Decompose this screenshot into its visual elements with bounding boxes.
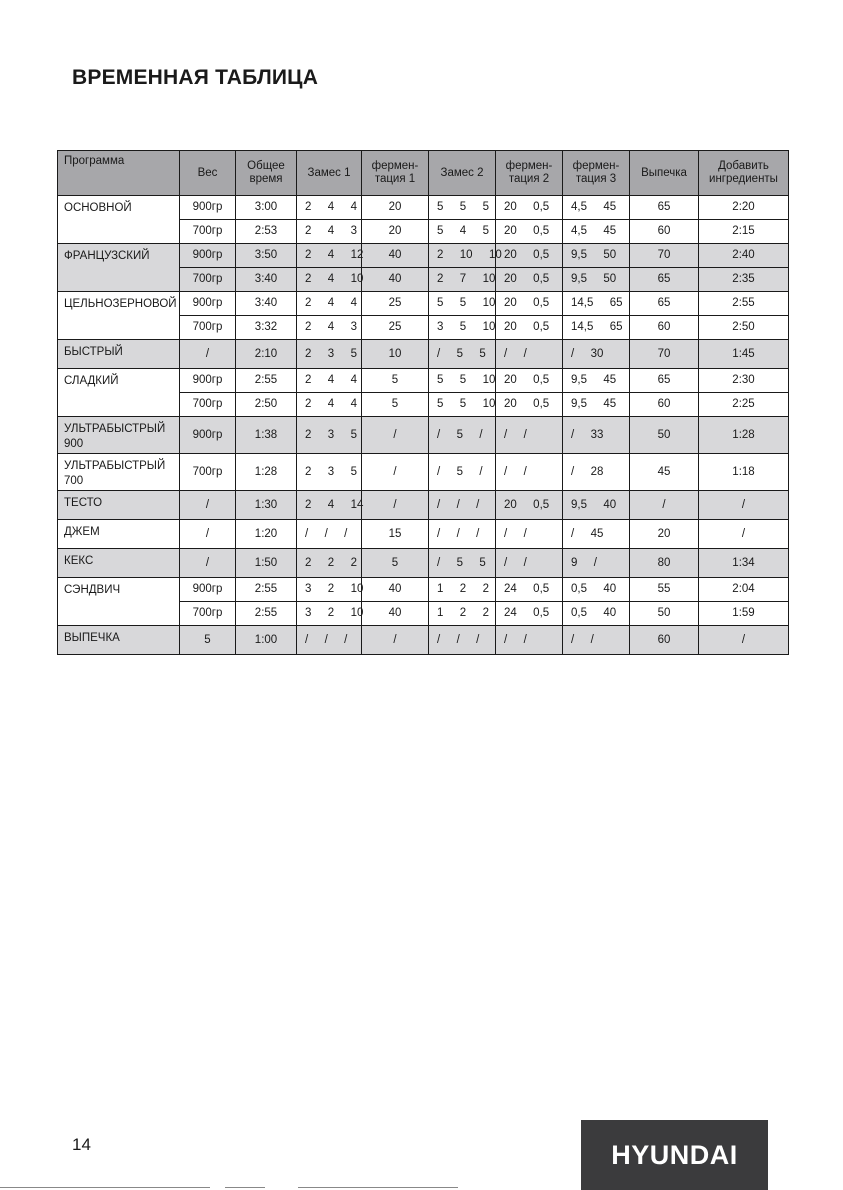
column-header: Общее время: [236, 151, 297, 196]
table-cell: 5 4 5: [429, 220, 496, 244]
column-header: фермен- тация 3: [563, 151, 630, 196]
program-name: ФРАНЦУЗСКИЙ: [58, 244, 180, 292]
table-row: [58, 491, 789, 520]
table-cell: 60: [630, 316, 699, 340]
table-row: [58, 244, 789, 268]
table-cell: 2 3 5: [297, 417, 362, 454]
table-cell: 2:20: [699, 196, 789, 220]
table-cell: 700гр: [180, 316, 236, 340]
table-cell: 2 4 4: [297, 292, 362, 316]
table-cell: 40: [362, 268, 429, 292]
table-cell: 5 5 5: [429, 196, 496, 220]
table-cell: 25: [362, 316, 429, 340]
table-cell: /: [180, 520, 236, 549]
table-cell: 3:32: [236, 316, 297, 340]
table-cell: /: [699, 520, 789, 549]
table-cell: /: [362, 417, 429, 454]
table-cell: 2:53: [236, 220, 297, 244]
table-cell: 2 3 5: [297, 454, 362, 491]
program-name: ВЫПЕЧКА: [58, 626, 180, 655]
page-title: ВРЕМЕННАЯ ТАБЛИЦА: [72, 66, 319, 89]
table-cell: /: [362, 491, 429, 520]
program-name: УЛЬТРАБЫСТРЫЙ 700: [58, 454, 180, 491]
table-cell: /: [362, 454, 429, 491]
table-cell: 9,5 50: [563, 268, 630, 292]
table-cell: / 5 /: [429, 417, 496, 454]
table-cell: 15: [362, 520, 429, 549]
table-cell: 20 0,5: [496, 268, 563, 292]
table-cell: 1:20: [236, 520, 297, 549]
table-cell: 2 4 4: [297, 369, 362, 393]
table-cell: 9,5 50: [563, 244, 630, 268]
table-cell: 70: [630, 340, 699, 369]
table-row: [58, 417, 789, 454]
table-cell: 2:10: [236, 340, 297, 369]
table-cell: 1:28: [699, 417, 789, 454]
table-cell: /: [180, 340, 236, 369]
table-cell: 3:40: [236, 268, 297, 292]
table-row: [58, 292, 789, 316]
table-cell: 900гр: [180, 578, 236, 602]
table-cell: 0,5 40: [563, 578, 630, 602]
table-cell: 2 4 12: [297, 244, 362, 268]
table-cell: / / /: [429, 520, 496, 549]
table-cell: 20 0,5: [496, 491, 563, 520]
table-cell: 3 2 10: [297, 602, 362, 626]
table-cell: / 33: [563, 417, 630, 454]
table-cell: 20: [630, 520, 699, 549]
table-row: [58, 454, 789, 491]
table-row: [58, 340, 789, 369]
table-row: [58, 369, 789, 393]
table-cell: 2 10 10: [429, 244, 496, 268]
table-cell: / /: [496, 626, 563, 655]
table-cell: 65: [630, 268, 699, 292]
table-cell: 2 4 3: [297, 316, 362, 340]
table-body: [58, 196, 789, 655]
table-cell: 60: [630, 220, 699, 244]
table-cell: 20 0,5: [496, 244, 563, 268]
table-cell: 20 0,5: [496, 316, 563, 340]
footer-rule: [0, 1187, 210, 1188]
table-cell: 900гр: [180, 417, 236, 454]
program-name: СЭНДВИЧ: [58, 578, 180, 626]
column-header: Замес 1: [297, 151, 362, 196]
table-cell: 9,5 45: [563, 369, 630, 393]
table-cell: 4,5 45: [563, 220, 630, 244]
table-cell: 900гр: [180, 244, 236, 268]
table-cell: 25: [362, 292, 429, 316]
table-row: [58, 196, 789, 220]
table-cell: 900гр: [180, 369, 236, 393]
table-row: [58, 549, 789, 578]
table-cell: 20: [362, 220, 429, 244]
table-cell: 9,5 45: [563, 393, 630, 417]
table-cell: 80: [630, 549, 699, 578]
table-cell: 24 0,5: [496, 578, 563, 602]
table-cell: / 5 5: [429, 549, 496, 578]
table-cell: 65: [630, 196, 699, 220]
program-name: БЫСТРЫЙ: [58, 340, 180, 369]
table-cell: 40: [362, 578, 429, 602]
table-cell: 45: [630, 454, 699, 491]
table-cell: 5: [180, 626, 236, 655]
table-cell: 65: [630, 292, 699, 316]
table-cell: 2 2 2: [297, 549, 362, 578]
table-cell: 5: [362, 369, 429, 393]
table-cell: 1:50: [236, 549, 297, 578]
table-cell: 14,5 65: [563, 292, 630, 316]
page-number: 14: [72, 1135, 91, 1154]
table-cell: 4,5 45: [563, 196, 630, 220]
table-cell: / 30: [563, 340, 630, 369]
table-cell: 5 5 10: [429, 369, 496, 393]
table-cell: 2 4 10: [297, 268, 362, 292]
table-cell: 20: [362, 196, 429, 220]
column-header: Добавить ингредиенты: [699, 151, 789, 196]
program-name: ОСНОВНОЙ: [58, 196, 180, 244]
table-cell: 65: [630, 369, 699, 393]
table-cell: 5: [362, 393, 429, 417]
table-cell: / 28: [563, 454, 630, 491]
table-cell: / 5 5: [429, 340, 496, 369]
table-cell: 1:38: [236, 417, 297, 454]
table-cell: 1 2 2: [429, 578, 496, 602]
table-cell: 3:40: [236, 292, 297, 316]
table-cell: 2:25: [699, 393, 789, 417]
table-cell: /: [180, 549, 236, 578]
table-cell: 2:55: [236, 578, 297, 602]
table-cell: 1:18: [699, 454, 789, 491]
timing-table: [57, 150, 789, 655]
table-cell: 2 4 4: [297, 196, 362, 220]
table-cell: 40: [362, 244, 429, 268]
table-cell: /: [699, 626, 789, 655]
column-header: Программа: [58, 151, 180, 196]
table-cell: 10: [362, 340, 429, 369]
footer-rule: [298, 1187, 458, 1188]
table-cell: 1:28: [236, 454, 297, 491]
table-cell: / /: [496, 417, 563, 454]
table-cell: 2:55: [236, 602, 297, 626]
column-header: фермен- тация 2: [496, 151, 563, 196]
program-name: ТЕСТО: [58, 491, 180, 520]
table-row: [58, 578, 789, 602]
table-cell: / /: [496, 520, 563, 549]
table-cell: 0,5 40: [563, 602, 630, 626]
table-cell: 20 0,5: [496, 292, 563, 316]
table-cell: / /: [563, 626, 630, 655]
table-cell: 2 7 10: [429, 268, 496, 292]
table-cell: 2:50: [699, 316, 789, 340]
table-cell: 14,5 65: [563, 316, 630, 340]
table-cell: 2:55: [236, 369, 297, 393]
table-cell: 9 /: [563, 549, 630, 578]
table-cell: 60: [630, 393, 699, 417]
table-cell: 900гр: [180, 196, 236, 220]
table-cell: 20 0,5: [496, 196, 563, 220]
table-cell: 2:55: [699, 292, 789, 316]
table-cell: 24 0,5: [496, 602, 563, 626]
table-cell: /: [699, 491, 789, 520]
table-header-row: [58, 151, 789, 196]
table-row: [58, 626, 789, 655]
table-cell: 20 0,5: [496, 220, 563, 244]
program-name: СЛАДКИЙ: [58, 369, 180, 417]
table-cell: 3:00: [236, 196, 297, 220]
table-cell: 1:00: [236, 626, 297, 655]
table-cell: 1:30: [236, 491, 297, 520]
table-cell: / 5 /: [429, 454, 496, 491]
table-cell: 700гр: [180, 602, 236, 626]
table-cell: 1:34: [699, 549, 789, 578]
program-name: ЦЕЛЬНОЗЕРНОВОЙ: [58, 292, 180, 340]
table-cell: 40: [362, 602, 429, 626]
program-name: ДЖЕМ: [58, 520, 180, 549]
table-cell: / / /: [429, 626, 496, 655]
table-cell: / / /: [429, 491, 496, 520]
column-header: Выпечка: [630, 151, 699, 196]
table-cell: 3 5 10: [429, 316, 496, 340]
table-cell: 2:15: [699, 220, 789, 244]
table-cell: 2 4 14: [297, 491, 362, 520]
table-cell: 3:50: [236, 244, 297, 268]
table-cell: 2 4 3: [297, 220, 362, 244]
table-cell: /: [362, 626, 429, 655]
table-cell: 3 2 10: [297, 578, 362, 602]
table-cell: 2:04: [699, 578, 789, 602]
table-cell: 700гр: [180, 220, 236, 244]
table-cell: 60: [630, 626, 699, 655]
table-cell: 700гр: [180, 454, 236, 491]
table-cell: 700гр: [180, 393, 236, 417]
table-cell: / / /: [297, 520, 362, 549]
table-cell: / / /: [297, 626, 362, 655]
table-cell: 2:35: [699, 268, 789, 292]
table-cell: / /: [496, 549, 563, 578]
hyundai-logo: HYUNDAI: [581, 1120, 768, 1190]
table-cell: 55: [630, 578, 699, 602]
program-name: УЛЬТРАБЫСТРЫЙ 900: [58, 417, 180, 454]
table-cell: 20 0,5: [496, 369, 563, 393]
table-cell: 20 0,5: [496, 393, 563, 417]
program-name: КЕКС: [58, 549, 180, 578]
column-header: Вес: [180, 151, 236, 196]
table-cell: 9,5 40: [563, 491, 630, 520]
table-cell: 1:59: [699, 602, 789, 626]
table-cell: 900гр: [180, 292, 236, 316]
table-cell: 50: [630, 602, 699, 626]
table-cell: / 45: [563, 520, 630, 549]
table-cell: 5 5 10: [429, 292, 496, 316]
table-cell: 700гр: [180, 268, 236, 292]
table-cell: 2:40: [699, 244, 789, 268]
table-cell: 2:50: [236, 393, 297, 417]
footer-rule: [225, 1187, 265, 1188]
table-cell: 1 2 2: [429, 602, 496, 626]
column-header: фермен- тация 1: [362, 151, 429, 196]
column-header: Замес 2: [429, 151, 496, 196]
table-cell: 5 5 10: [429, 393, 496, 417]
table-row: [58, 520, 789, 549]
table-cell: 50: [630, 417, 699, 454]
table-cell: /: [630, 491, 699, 520]
table-cell: 1:45: [699, 340, 789, 369]
table-cell: /: [180, 491, 236, 520]
table-cell: 2 3 5: [297, 340, 362, 369]
table-cell: / /: [496, 454, 563, 491]
table-cell: / /: [496, 340, 563, 369]
table-cell: 2 4 4: [297, 393, 362, 417]
table-cell: 70: [630, 244, 699, 268]
table-cell: 2:30: [699, 369, 789, 393]
table-cell: 5: [362, 549, 429, 578]
